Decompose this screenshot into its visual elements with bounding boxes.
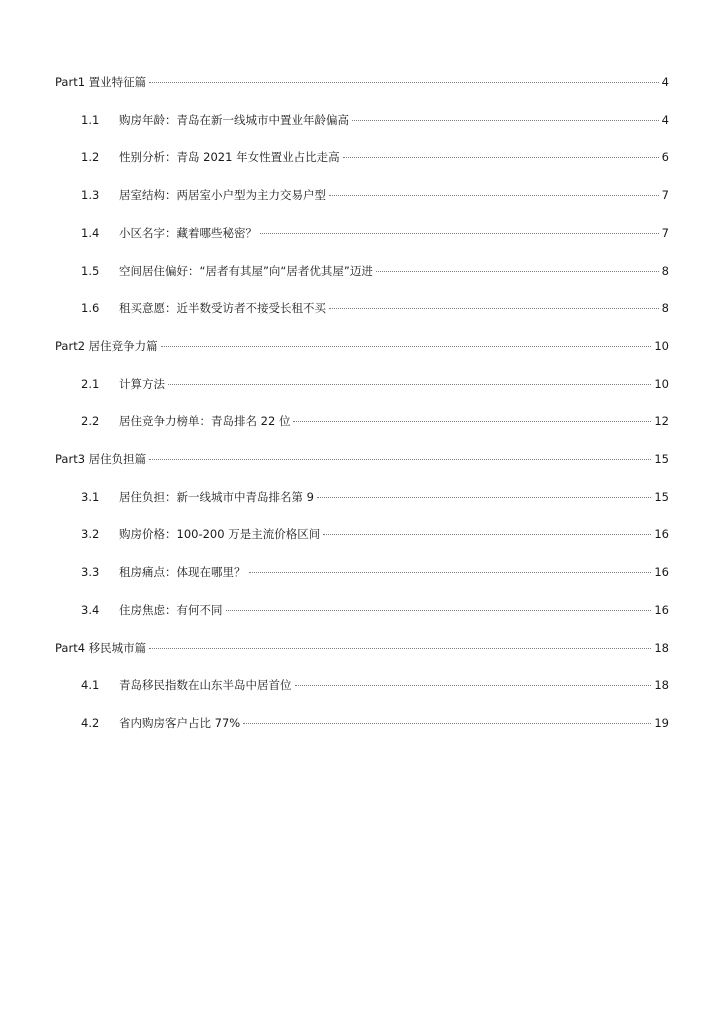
toc-entry-title: Part3 居住负担篇 xyxy=(55,452,147,466)
toc-section-entry[interactable] xyxy=(81,225,669,241)
toc-section-entry[interactable] xyxy=(81,300,669,316)
toc-dot-leader xyxy=(149,82,658,83)
toc-entry-title: 青岛移民指数在山东半岛中居首位 xyxy=(119,678,292,692)
toc-entry-title: 住房焦虑：有何不同 xyxy=(119,603,223,617)
toc-section-number: 3.4 xyxy=(81,603,100,617)
toc-dot-leader xyxy=(243,723,651,724)
toc-page-number: 15 xyxy=(654,490,669,504)
toc-entry-title: Part1 置业特征篇 xyxy=(55,75,147,89)
toc-section-number: 1.3 xyxy=(81,188,100,202)
toc-page-number: 10 xyxy=(654,339,669,353)
toc-page-number: 18 xyxy=(654,641,669,655)
toc-entry-title: 性别分析：青岛 2021 年女性置业占比走高 xyxy=(119,150,340,164)
toc-page-number: 16 xyxy=(654,565,669,579)
toc-entry-title: 租买意愿：近半数受访者不接受长租不买 xyxy=(119,301,326,315)
toc-entry-title: 空间居住偏好：“居者有其屋”向“居者优其屋”迈进 xyxy=(119,264,373,278)
toc-page-number: 16 xyxy=(654,527,669,541)
toc-section-entry[interactable] xyxy=(81,413,669,429)
toc-entry-title: 居室结构：两居室小户型为主力交易户型 xyxy=(119,188,326,202)
toc-entry-title: 省内购房客户占比 77% xyxy=(119,716,241,730)
toc-section-entry[interactable] xyxy=(81,112,669,128)
toc-dot-leader xyxy=(249,572,652,573)
toc-page-number: 15 xyxy=(654,452,669,466)
toc-dot-leader xyxy=(226,610,652,611)
toc-section-number: 1.4 xyxy=(81,226,100,240)
toc-section-number: 1.6 xyxy=(81,301,100,315)
toc-section-entry[interactable] xyxy=(81,187,669,203)
toc-page-number: 12 xyxy=(654,414,669,428)
toc-section-entry[interactable] xyxy=(81,715,669,731)
toc-page-number: 6 xyxy=(661,150,669,164)
toc-page-number: 4 xyxy=(661,75,669,89)
toc-page-number: 19 xyxy=(654,716,669,730)
toc-dot-leader xyxy=(293,421,651,422)
toc-entry-title: 购房年龄：青岛在新一线城市中置业年龄偏高 xyxy=(119,113,349,127)
toc-page-number: 18 xyxy=(654,678,669,692)
toc-page-number: 10 xyxy=(654,377,669,391)
toc-entry-title: 购房价格：100-200 万是主流价格区间 xyxy=(119,527,321,541)
toc-dot-leader xyxy=(260,233,659,234)
toc-dot-leader xyxy=(352,120,659,121)
toc-part-entry[interactable] xyxy=(55,640,669,656)
toc-section-number: 2.2 xyxy=(81,414,100,428)
toc-section-entry[interactable] xyxy=(81,149,669,165)
toc-section-number: 2.1 xyxy=(81,377,100,391)
toc-entry-title: 小区名字：藏着哪些秘密？ xyxy=(119,226,257,240)
toc-dot-leader xyxy=(329,195,659,196)
toc-dot-leader xyxy=(161,346,652,347)
toc-dot-leader xyxy=(149,648,651,649)
toc-dot-leader xyxy=(323,534,651,535)
toc-section-number: 3.1 xyxy=(81,490,100,504)
toc-section-number: 4.1 xyxy=(81,678,100,692)
toc-entry-title: 居住负担：新一线城市中青岛排名第 9 xyxy=(119,490,314,504)
toc-section-number: 1.1 xyxy=(81,113,100,127)
toc-section-number: 3.2 xyxy=(81,527,100,541)
toc-page-number: 16 xyxy=(654,603,669,617)
toc-section-entry[interactable] xyxy=(81,526,669,542)
toc-section-entry[interactable] xyxy=(81,489,669,505)
toc-section-entry[interactable] xyxy=(81,564,669,580)
toc-entry-title: 居住竞争力榜单：青岛排名 22 位 xyxy=(119,414,291,428)
toc-dot-leader xyxy=(317,497,651,498)
toc-section-entry[interactable] xyxy=(81,263,669,279)
toc-section-entry[interactable] xyxy=(81,677,669,693)
toc-dot-leader xyxy=(329,308,659,309)
toc-page-number: 8 xyxy=(661,264,669,278)
toc-section-number: 4.2 xyxy=(81,716,100,730)
toc-page-number: 4 xyxy=(661,113,669,127)
toc-dot-leader xyxy=(376,271,659,272)
toc-entry-title: 计算方法 xyxy=(119,377,165,391)
toc-page-number: 8 xyxy=(661,301,669,315)
toc-page-number: 7 xyxy=(661,226,669,240)
toc-section-entry[interactable] xyxy=(81,376,669,392)
toc-page-number: 7 xyxy=(661,188,669,202)
toc-section-entry[interactable] xyxy=(81,602,669,618)
toc-section-number: 1.5 xyxy=(81,264,100,278)
toc-section-number: 1.2 xyxy=(81,150,100,164)
toc-part-entry[interactable] xyxy=(55,338,669,354)
toc-section-number: 3.3 xyxy=(81,565,100,579)
toc-entry-title: Part4 移民城市篇 xyxy=(55,641,147,655)
toc-dot-leader xyxy=(295,685,652,686)
toc-part-entry[interactable] xyxy=(55,74,669,90)
toc-part-entry[interactable] xyxy=(55,451,669,467)
toc-dot-leader xyxy=(168,384,651,385)
toc-entry-title: 租房痛点：体现在哪里？ xyxy=(119,565,246,579)
toc-dot-leader xyxy=(343,157,659,158)
toc-entry-title: Part2 居住竞争力篇 xyxy=(55,339,158,353)
toc-dot-leader xyxy=(149,459,651,460)
